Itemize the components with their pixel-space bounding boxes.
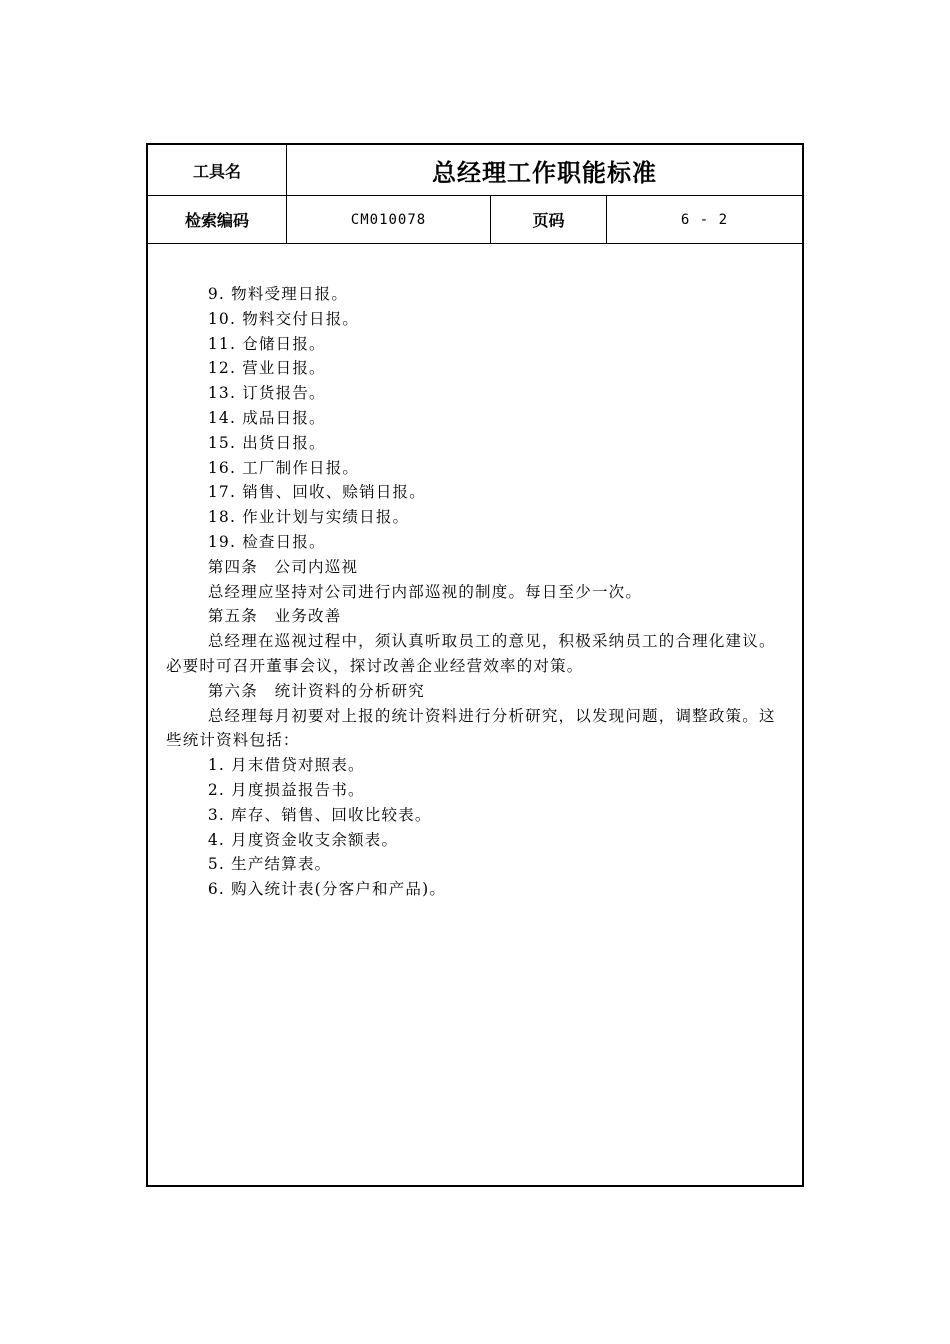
body-paragraph: 1. 月末借贷对照表。	[207, 756, 365, 775]
document-title: 总经理工作职能标准	[432, 158, 657, 187]
body-paragraph: 11. 仓储日报。	[207, 334, 326, 353]
document-frame	[146, 143, 804, 1187]
body-paragraph: 3. 库存、销售、回收比较表。	[207, 805, 432, 824]
body-paragraph: 19. 检查日报。	[207, 532, 326, 551]
body-paragraph: 14. 成品日报。	[207, 408, 326, 427]
body-paragraph: 15. 出货日报。	[207, 433, 326, 452]
body-paragraph: 12. 营业日报。	[207, 359, 326, 378]
body-paragraph: 总经理每月初要对上报的统计资料进行分析研究，以发现问题，调整政策。这些统计资料包括：	[166, 706, 776, 750]
body-paragraph: 13. 订货报告。	[207, 384, 326, 403]
article-heading: 第四条 公司内巡视	[207, 557, 359, 576]
document-body	[166, 282, 788, 902]
header-row-meta	[148, 196, 802, 244]
body-paragraph: 18. 作业计划与实绩日报。	[207, 508, 410, 527]
header-row-title	[148, 145, 802, 196]
body-paragraph: 总经理应坚持对公司进行内部巡视的制度。每日至少一次。	[207, 582, 643, 601]
body-paragraph: 6. 购入统计表(分客户和产品)。	[207, 880, 447, 899]
body-paragraph: 10. 物料交付日报。	[207, 309, 360, 328]
tool-name-label: 工具名	[148, 145, 287, 195]
body-paragraph: 9. 物料受理日报。	[207, 285, 349, 303]
page-label: 页码	[491, 196, 607, 243]
body-paragraph: 5. 生产结算表。	[207, 855, 332, 874]
body-paragraph: 17. 销售、回收、赊销日报。	[207, 483, 426, 502]
page-number-value: 6 - 2	[680, 211, 729, 228]
index-code-label: 检索编码	[148, 196, 287, 243]
article-heading: 第六条 统计资料的分析研究	[207, 681, 425, 700]
body-paragraph: 16. 工厂制作日报。	[207, 458, 360, 477]
body-paragraph: 2. 月度损益报告书。	[207, 780, 365, 799]
article-heading: 第五条 业务改善	[207, 607, 342, 626]
body-paragraph: 4. 月度资金收支余额表。	[207, 830, 399, 849]
body-paragraph: 总经理在巡视过程中，须认真听取员工的意见，积极采纳员工的合理化建议。必要时可召开董事会议，探讨改善企业经营效率的对策。	[166, 632, 776, 675]
index-code-value: CM010078	[287, 196, 491, 243]
